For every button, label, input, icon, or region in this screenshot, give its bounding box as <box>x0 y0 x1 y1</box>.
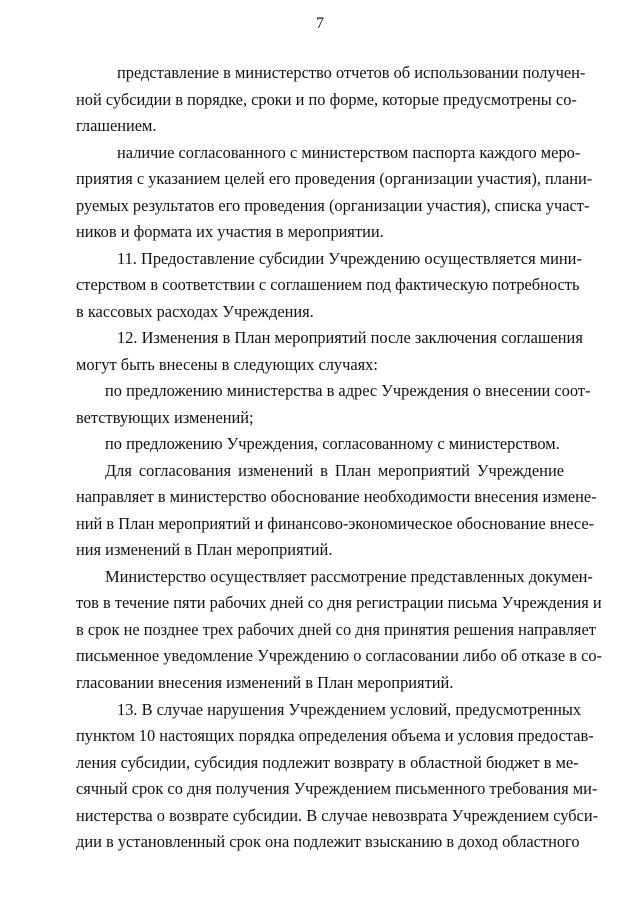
text-line: в срок не позднее трех рабочих дней со дня принятия решения направляет <box>76 620 596 639</box>
text-line: ной субсидии в порядке, сроки и по форме, которые предусмотрены со- <box>76 90 577 109</box>
text-line: в кассовых расходах Учреждения. <box>76 302 314 321</box>
text-line: руемых результатов его проведения (организации участия), списка участ- <box>76 196 590 215</box>
text-line: ников и формата их участия в мероприятии. <box>76 222 384 241</box>
text-line: ний в План мероприятий и финансово-экономическое обоснование внесе- <box>76 514 595 533</box>
text-line: письменное уведомление Учреждению о согласовании либо об отказе в со- <box>76 646 603 665</box>
text-line: стерством в соответствии с соглашением под фактическую потребность <box>76 275 580 294</box>
page-number: 7 <box>316 15 324 32</box>
text-line: могут быть внесены в следующих случаях: <box>76 355 378 374</box>
text-line: гласовании внесения изменений в План мероприятий. <box>76 673 454 692</box>
text-line: представление в министерство отчетов об использовании получен- <box>117 63 586 82</box>
text-line: ния изменений в План мероприятий. <box>76 540 333 559</box>
text-line: ления субсидии, субсидия подлежит возврату в областной бюджет в ме- <box>76 753 579 772</box>
text-line: Для согласования изменений в План мероприятий Учреждение <box>105 461 564 480</box>
text-line: пунктом 10 настоящих порядка определения объема и условия предостав- <box>76 726 594 745</box>
text-line: 12. Изменения в План мероприятий после заключения соглашения <box>117 328 583 347</box>
text-line: 13. В случае нарушения Учреждением условий, предусмотренных <box>117 700 582 719</box>
text-line: направляет в министерство обоснование необходимости внесения измене- <box>76 487 597 506</box>
text-line: нистерства о возврате субсидии. В случае невозврата Учреждением субси- <box>76 806 599 825</box>
text-line: Министерство осуществляет рассмотрение представленных докумен- <box>105 567 593 586</box>
text-line: тов в течение пяти рабочих дней со дня регистрации письма Учреждения и <box>76 593 602 612</box>
text-line: глашением. <box>76 116 157 135</box>
text-line: приятия с указанием целей его проведения (организации участия), плани- <box>76 169 593 188</box>
text-line: по предложению министерства в адрес Учреждения о внесении соот- <box>105 381 591 400</box>
text-line: наличие согласованного с министерством паспорта каждого меро- <box>117 143 581 162</box>
text-line: по предложению Учреждения, согласованному с министерством. <box>105 434 560 453</box>
text-line: дии в установленный срок она подлежит взысканию в доход областного <box>76 832 580 851</box>
text-line: 11. Предоставление субсидии Учреждению осуществляется мини- <box>117 249 582 268</box>
text-line: сячный срок со дня получения Учреждением письменного требования ми- <box>76 779 598 798</box>
text-line: ветствующих изменений; <box>76 408 254 427</box>
